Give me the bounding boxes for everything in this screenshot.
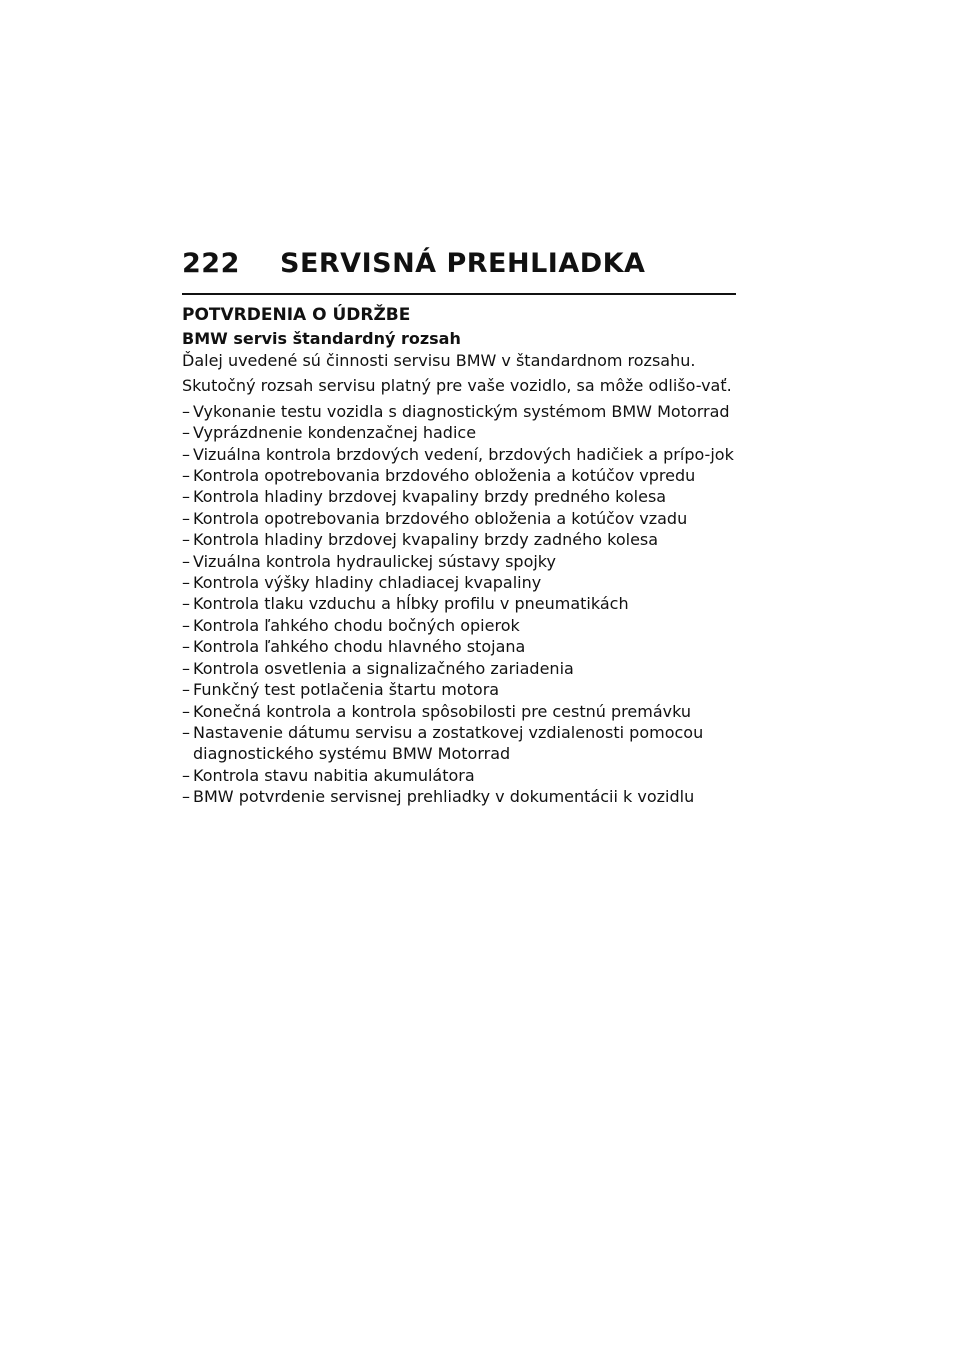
task-text: Vyprázdnenie kondenzačnej hadice (193, 423, 477, 443)
task-text: Kontrola stavu nabitia akumulátora (193, 765, 475, 785)
task-text: Vizuálna kontrola brzdových vedení, brzdových hadičiek a prípo-jok (193, 444, 734, 464)
list-item (182, 422, 736, 443)
note-paragraph: Skutočný rozsah servisu platný pre vaše vozidlo, sa môže odlišo-vať. (182, 376, 732, 396)
bullet-dash: – (182, 530, 190, 550)
task-text: Kontrola ľahkého chodu bočných opierok (193, 615, 520, 635)
task-text: Nastavenie dátumu servisu a zostatkovej vzdialenosti pomocou diagnostického systému BMW Motorrad (193, 722, 704, 764)
section-title: POTVRDENIA O ÚDRŽBE (182, 305, 411, 325)
task-text: Kontrola ľahkého chodu hlavného stojana (193, 637, 526, 657)
bullet-dash: – (182, 765, 190, 785)
bullet-dash: – (182, 551, 190, 571)
list-item (182, 551, 736, 572)
bullet-dash: – (182, 680, 190, 700)
body-text (182, 350, 736, 808)
task-text: Kontrola výšky hladiny chladiacej kvapaliny (193, 573, 542, 593)
list-item (182, 444, 736, 465)
bullet-dash: – (182, 594, 190, 614)
list-item (182, 765, 736, 786)
list-item (182, 572, 736, 593)
task-text: BMW potvrdenie servisnej prehliadky v dokumentácii k vozidlu (193, 787, 695, 807)
task-text: Vykonanie testu vozidla s diagnostickým systémom BMW Motorrad (193, 401, 730, 421)
bullet-dash: – (182, 615, 190, 635)
task-text: Funkčný test potlačenia štartu motora (193, 680, 500, 700)
list-item (182, 465, 736, 486)
bullet-dash: – (182, 637, 190, 657)
task-text: Kontrola hladiny brzdovej kvapaliny brzdy zadného kolesa (193, 530, 659, 550)
subsection-title: BMW servis štandardný rozsah (182, 329, 461, 348)
task-text: Kontrola hladiny brzdovej kvapaliny brzdy predného kolesa (193, 487, 667, 507)
bullet-dash: – (182, 508, 190, 528)
list-item (182, 679, 736, 700)
bullet-dash: – (182, 722, 190, 742)
list-item (182, 593, 736, 614)
intro-paragraph: Ďalej uvedené sú činnosti servisu BMW v štandardnom rozsahu. (182, 351, 696, 370)
list-item (182, 786, 736, 807)
list-item (182, 508, 736, 529)
page-number: 222 (182, 248, 240, 279)
section-divider (182, 293, 736, 295)
bullet-dash: – (182, 401, 190, 421)
task-text: Kontrola osvetlenia a signalizačného zariadenia (193, 658, 574, 678)
list-item (182, 636, 736, 657)
list-item (182, 401, 736, 422)
list-item (182, 722, 736, 765)
manual-page (182, 248, 736, 807)
task-text: Kontrola tlaku vzduchu a hĺbky profilu v pneumatikách (193, 594, 629, 614)
bullet-dash: – (182, 423, 190, 443)
list-item (182, 615, 736, 636)
task-text: Vizuálna kontrola hydraulickej sústavy spojky (193, 551, 556, 571)
section-heading (182, 296, 736, 325)
task-text: Konečná kontrola a kontrola spôsobilosti pre cestnú premávku (193, 701, 691, 721)
bullet-dash: – (182, 487, 190, 507)
bullet-dash: – (182, 701, 190, 721)
list-item (182, 658, 736, 679)
list-item (182, 486, 736, 507)
chapter-header (182, 248, 736, 282)
bullet-dash: – (182, 658, 190, 678)
bullet-dash: – (182, 573, 190, 593)
list-item (182, 701, 736, 722)
bullet-dash: – (182, 444, 190, 464)
bullet-dash: – (182, 466, 190, 486)
service-task-list (182, 401, 736, 808)
task-text: Kontrola opotrebovania brzdového obloženia a kotúčov vzadu (193, 508, 688, 528)
bullet-dash: – (182, 787, 190, 807)
chapter-title: SERVISNÁ PREHLIADKA (280, 248, 646, 279)
task-text: Kontrola opotrebovania brzdového obloženia a kotúčov vpredu (193, 466, 696, 486)
list-item (182, 529, 736, 550)
